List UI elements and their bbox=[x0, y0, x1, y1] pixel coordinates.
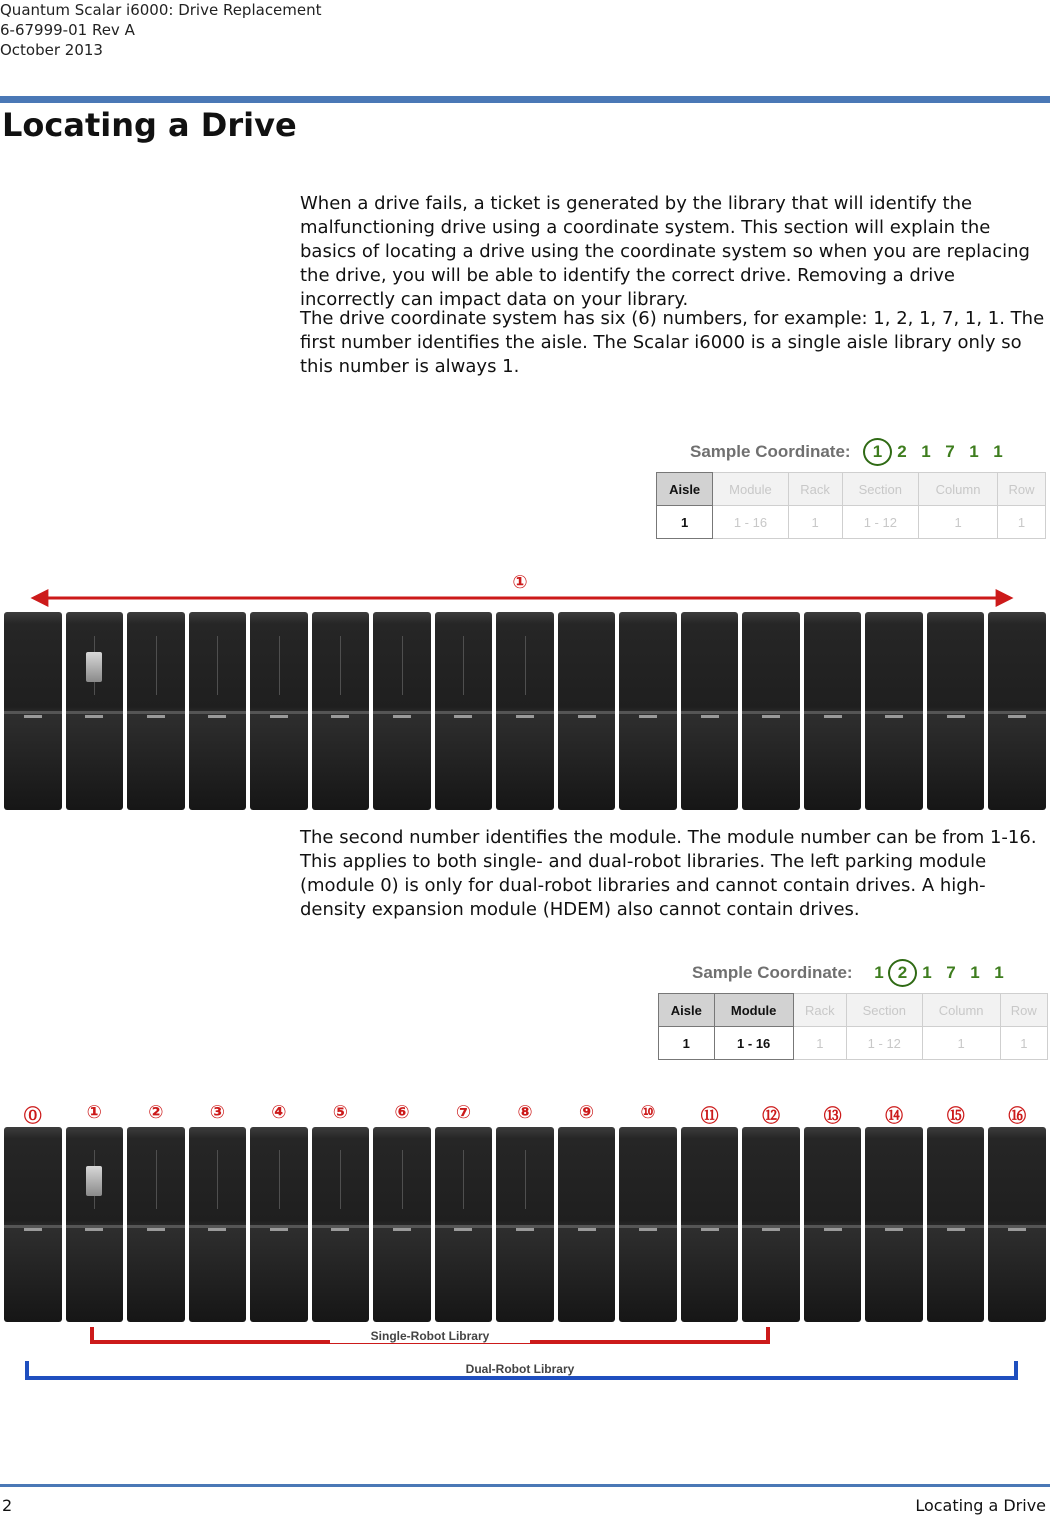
single-robot-label: Single-Robot Library bbox=[330, 1329, 530, 1343]
table-value-cell: 1 - 16 bbox=[713, 506, 788, 539]
footer-section-name: Locating a Drive bbox=[915, 1496, 1046, 1515]
module-marker: ② bbox=[148, 1102, 164, 1123]
coordinate-digit: 2 bbox=[888, 959, 917, 987]
table-header-cell: Section bbox=[846, 994, 922, 1027]
coordinate-digit: 1 bbox=[921, 442, 931, 461]
library-cabinet bbox=[127, 1127, 185, 1322]
library-cabinet bbox=[496, 612, 554, 810]
footer-rule bbox=[0, 1484, 1050, 1487]
table-value-cell: 1 bbox=[1000, 1027, 1047, 1060]
doc-title: Quantum Scalar i6000: Drive Replacement bbox=[0, 1, 322, 19]
coordinate-table bbox=[656, 472, 1046, 539]
coordinate-digit: 7 bbox=[946, 963, 956, 982]
library-cabinet bbox=[619, 612, 677, 810]
library-cabinet bbox=[804, 612, 862, 810]
aisle-paragraph: The drive coordinate system has six (6) numbers, for example: 1, 2, 1, 7, 1, 1. The first number identifies the aisle. The Scalar i6000 is a single aisle library only so this number is always 1. bbox=[300, 308, 1045, 377]
library-cabinet bbox=[66, 612, 124, 810]
module-marker: ⓪ bbox=[23, 1106, 42, 1127]
library-cabinet bbox=[742, 612, 800, 810]
module-marker: ⑯ bbox=[1008, 1106, 1027, 1127]
library-cabinet bbox=[373, 1127, 431, 1322]
control-panel-display bbox=[86, 1166, 102, 1196]
library-cabinets-row bbox=[2, 612, 1048, 810]
table-header-cell: Aisle bbox=[657, 473, 713, 506]
table-value-cell: 1 bbox=[998, 506, 1046, 539]
sample-coordinate-label-2: Sample Coordinate: bbox=[692, 963, 853, 982]
table-header-cell: Rack bbox=[788, 473, 842, 506]
module-marker: ⑧ bbox=[517, 1102, 533, 1123]
coordinate-digit: 2 bbox=[897, 442, 907, 461]
table-header-cell: Aisle bbox=[659, 994, 715, 1027]
coordinate-digit: 1 bbox=[993, 442, 1003, 461]
library-cabinet bbox=[988, 1127, 1046, 1322]
module-marker: ⑤ bbox=[332, 1102, 349, 1123]
table-header-cell: Column bbox=[919, 473, 998, 506]
library-cabinet bbox=[4, 612, 62, 810]
table-header-cell: Section bbox=[842, 473, 919, 506]
module-marker: ① bbox=[86, 1102, 102, 1123]
library-cabinet bbox=[435, 612, 493, 810]
coordinate-digit: 1 bbox=[969, 442, 979, 461]
table-value-cell: 1 bbox=[922, 1027, 1000, 1060]
coordinate-digit: 1 bbox=[863, 438, 892, 466]
coordinate-digit: 1 bbox=[922, 963, 932, 982]
module-marker: ④ bbox=[271, 1102, 287, 1123]
library-cabinet bbox=[312, 1127, 370, 1322]
library-cabinet bbox=[496, 1127, 554, 1322]
library-cabinet bbox=[312, 612, 370, 810]
module-marker: ⑭ bbox=[885, 1106, 904, 1127]
table-value-cell: 1 - 12 bbox=[846, 1027, 922, 1060]
module-marker: ⑬ bbox=[823, 1106, 842, 1127]
library-cabinet bbox=[558, 1127, 616, 1322]
library-cabinet bbox=[927, 612, 985, 810]
library-cabinet bbox=[742, 1127, 800, 1322]
sample-coordinate-label: Sample Coordinate: bbox=[690, 442, 851, 461]
coordinate-digit: 7 bbox=[945, 442, 955, 461]
table-value-cell: 1 bbox=[793, 1027, 846, 1060]
library-cabinet bbox=[435, 1127, 493, 1322]
aisle-marker: ① bbox=[512, 572, 528, 593]
table-header-cell: Row bbox=[1000, 994, 1047, 1027]
library-cabinet bbox=[927, 1127, 985, 1322]
page-number: 2 bbox=[2, 1496, 13, 1515]
library-cabinet bbox=[250, 1127, 308, 1322]
dual-robot-label: Dual-Robot Library bbox=[420, 1362, 620, 1376]
table-value-cell: 1 bbox=[919, 506, 998, 539]
table-value-cell: 1 - 12 bbox=[842, 506, 919, 539]
library-cabinet bbox=[619, 1127, 677, 1322]
intro-paragraph: When a drive fails, a ticket is generated by the library that will identify the malfunctioning drive using a coordinate system. This section will explain the basics of locating a drive using the coordinate system so when you are replacing the drive, you will be able to identify the correct drive. Removing a drive incorrectly can impact data on your library. bbox=[300, 193, 1030, 310]
coordinate-digit: 1 bbox=[874, 963, 884, 982]
header-rule bbox=[0, 96, 1050, 103]
table-value-cell: 1 bbox=[788, 506, 842, 539]
library-cabinet bbox=[804, 1127, 862, 1322]
table-value-cell: 1 bbox=[657, 506, 713, 539]
library-cabinet bbox=[189, 1127, 247, 1322]
library-cabinet bbox=[681, 612, 739, 810]
module-marker: ⑫ bbox=[762, 1106, 781, 1127]
library-cabinet bbox=[865, 1127, 923, 1322]
library-cabinet bbox=[66, 1127, 124, 1322]
module-marker: ⑨ bbox=[578, 1102, 595, 1123]
table-header-cell: Row bbox=[998, 473, 1046, 506]
module-marker: ③ bbox=[209, 1102, 225, 1123]
control-panel-display bbox=[86, 652, 102, 682]
table-header-cell: Rack bbox=[793, 994, 846, 1027]
module-marker: ⑮ bbox=[946, 1106, 965, 1127]
library-cabinet bbox=[681, 1127, 739, 1322]
coordinate-digit: 1 bbox=[970, 963, 980, 982]
table-value-cell: 1 - 16 bbox=[714, 1027, 793, 1060]
library-cabinets-row-2 bbox=[2, 1127, 1048, 1322]
module-paragraph: The second number identifies the module. The module number can be from 1-16. This applies to both single- and dual-robot libraries. The left parking module (module 0) is only for dual-robot libraries and cannot contain drives. A high-density expansion module (HDEM) also cannot contain drives. bbox=[300, 827, 1037, 920]
coordinate-table-2 bbox=[658, 993, 1048, 1060]
library-cabinet bbox=[988, 612, 1046, 810]
coordinate-digit: 1 bbox=[994, 963, 1004, 982]
library-cabinet bbox=[558, 612, 616, 810]
page-title: Locating a Drive bbox=[2, 106, 297, 144]
doc-date: October 2013 bbox=[0, 41, 103, 59]
library-cabinet bbox=[127, 612, 185, 810]
doc-number: 6-67999-01 Rev A bbox=[0, 21, 135, 39]
module-marker: ⑦ bbox=[455, 1102, 472, 1123]
table-header-cell: Column bbox=[922, 994, 1000, 1027]
library-cabinet bbox=[4, 1127, 62, 1322]
module-marker: ⑪ bbox=[700, 1106, 719, 1127]
table-value-cell: 1 bbox=[659, 1027, 715, 1060]
library-cabinet bbox=[373, 612, 431, 810]
library-cabinet bbox=[250, 612, 308, 810]
library-cabinet bbox=[865, 612, 923, 810]
library-cabinet bbox=[189, 612, 247, 810]
table-header-cell: Module bbox=[713, 473, 788, 506]
module-marker: ⑥ bbox=[394, 1102, 410, 1123]
module-marker: ⑩ bbox=[640, 1102, 656, 1123]
table-header-cell: Module bbox=[714, 994, 793, 1027]
